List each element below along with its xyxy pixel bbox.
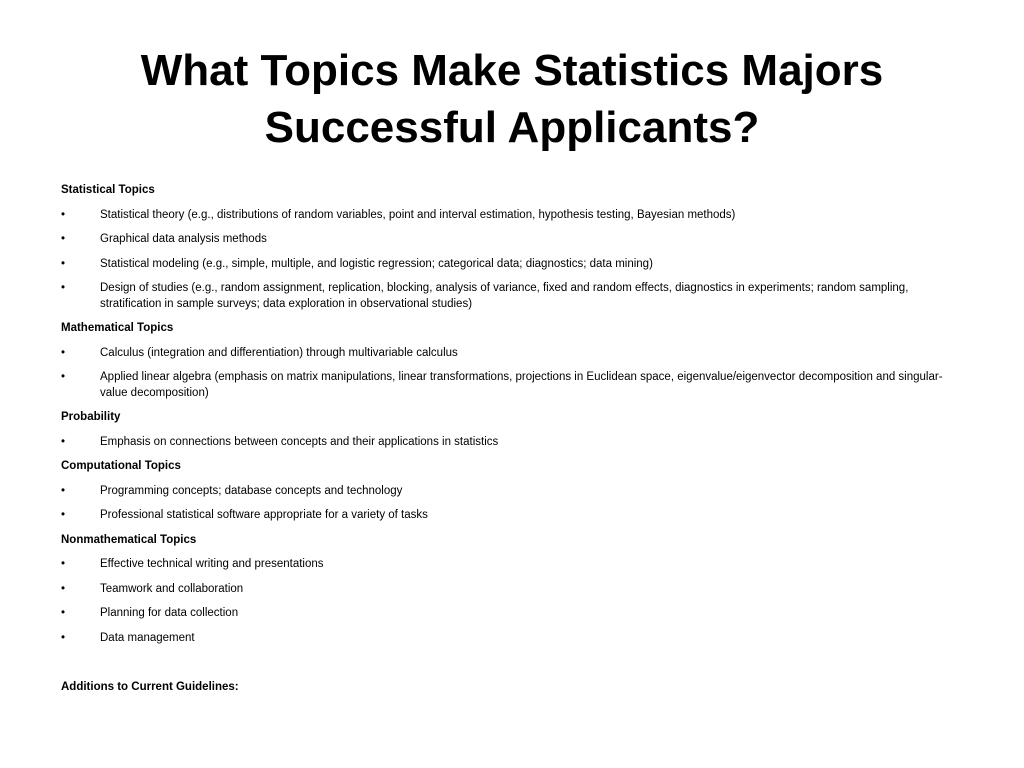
- list-item: [61, 631, 968, 647]
- bullet-glyph: •: [61, 582, 66, 595]
- list-item: [61, 281, 968, 312]
- bullet-glyph: •: [61, 607, 66, 619]
- bullet-glyph: •: [61, 346, 66, 359]
- bullet-glyph: •: [61, 509, 66, 521]
- list-item-text: Statistical theory (e.g., distributions of random variables, point and interval estimation, hypothesis testing, Bayesian methods): [100, 208, 736, 221]
- section-heading-nonmathematical-topics: Nonmathematical Topics: [61, 533, 197, 546]
- footer-heading-additions: Additions to Current Guidelines:: [61, 681, 239, 693]
- slide-content: [61, 183, 968, 705]
- list-item-text: Calculus (integration and differentiation) through multivariable calculus: [100, 346, 458, 359]
- list-item: [61, 435, 968, 451]
- list-item: [61, 582, 968, 598]
- list-item: [61, 606, 968, 622]
- slide-title: What Topics Make Statistics Majors Successful Applicants?: [140, 46, 884, 152]
- bullet-glyph: •: [61, 233, 66, 245]
- bullet-glyph: •: [61, 282, 66, 294]
- list-item: [61, 557, 968, 573]
- list-item-text: Statistical modeling (e.g., simple, multiple, and logistic regression; categorical data; diagnostics; data mining): [100, 257, 653, 270]
- bullet-glyph: •: [61, 558, 66, 570]
- list-item-text: Design of studies (e.g., random assignment, replication, blocking, analysis of variance, fixed and random effects, diagnostics in experiments; random sampling, stratification in sample surveys; data exploration in observational studies): [100, 282, 909, 310]
- list-item-text: Programming concepts; database concepts and technology: [100, 484, 403, 497]
- section-heading-computational-topics: Computational Topics: [61, 460, 181, 472]
- list-item: [61, 508, 968, 524]
- list-item: [61, 484, 968, 500]
- spacer: [61, 655, 968, 680]
- list-item: [61, 346, 968, 362]
- bullet-glyph: •: [61, 484, 66, 497]
- list-item: [61, 370, 968, 401]
- list-item-text: Professional statistical software appropriate for a variety of tasks: [100, 509, 428, 521]
- section-heading-mathematical-topics: Mathematical Topics: [61, 322, 174, 334]
- section-heading-probability: Probability: [61, 411, 121, 423]
- bullet-glyph: •: [61, 371, 66, 383]
- bullet-glyph: •: [61, 208, 66, 221]
- section-heading-statistical-topics: Statistical Topics: [61, 184, 155, 196]
- bullet-glyph: •: [61, 631, 66, 644]
- list-item-text: Planning for data collection: [100, 607, 239, 619]
- list-item-text: Effective technical writing and presentations: [100, 558, 324, 570]
- list-item-text: Data management: [100, 631, 195, 644]
- list-item-text: Teamwork and collaboration: [100, 582, 244, 595]
- list-item-text: Emphasis on connections between concepts and their applications in statistics: [100, 435, 499, 448]
- list-item: [61, 257, 968, 273]
- list-item: [61, 208, 968, 224]
- bullet-glyph: •: [61, 257, 66, 270]
- list-item-text: Applied linear algebra (emphasis on matrix manipulations, linear transformations, projections in Euclidean space, eigenvalue/eigenvector decomposition and singular-value decomposition): [100, 371, 943, 399]
- list-item: [61, 232, 968, 248]
- bullet-glyph: •: [61, 435, 66, 448]
- list-item-text: Graphical data analysis methods: [100, 233, 267, 245]
